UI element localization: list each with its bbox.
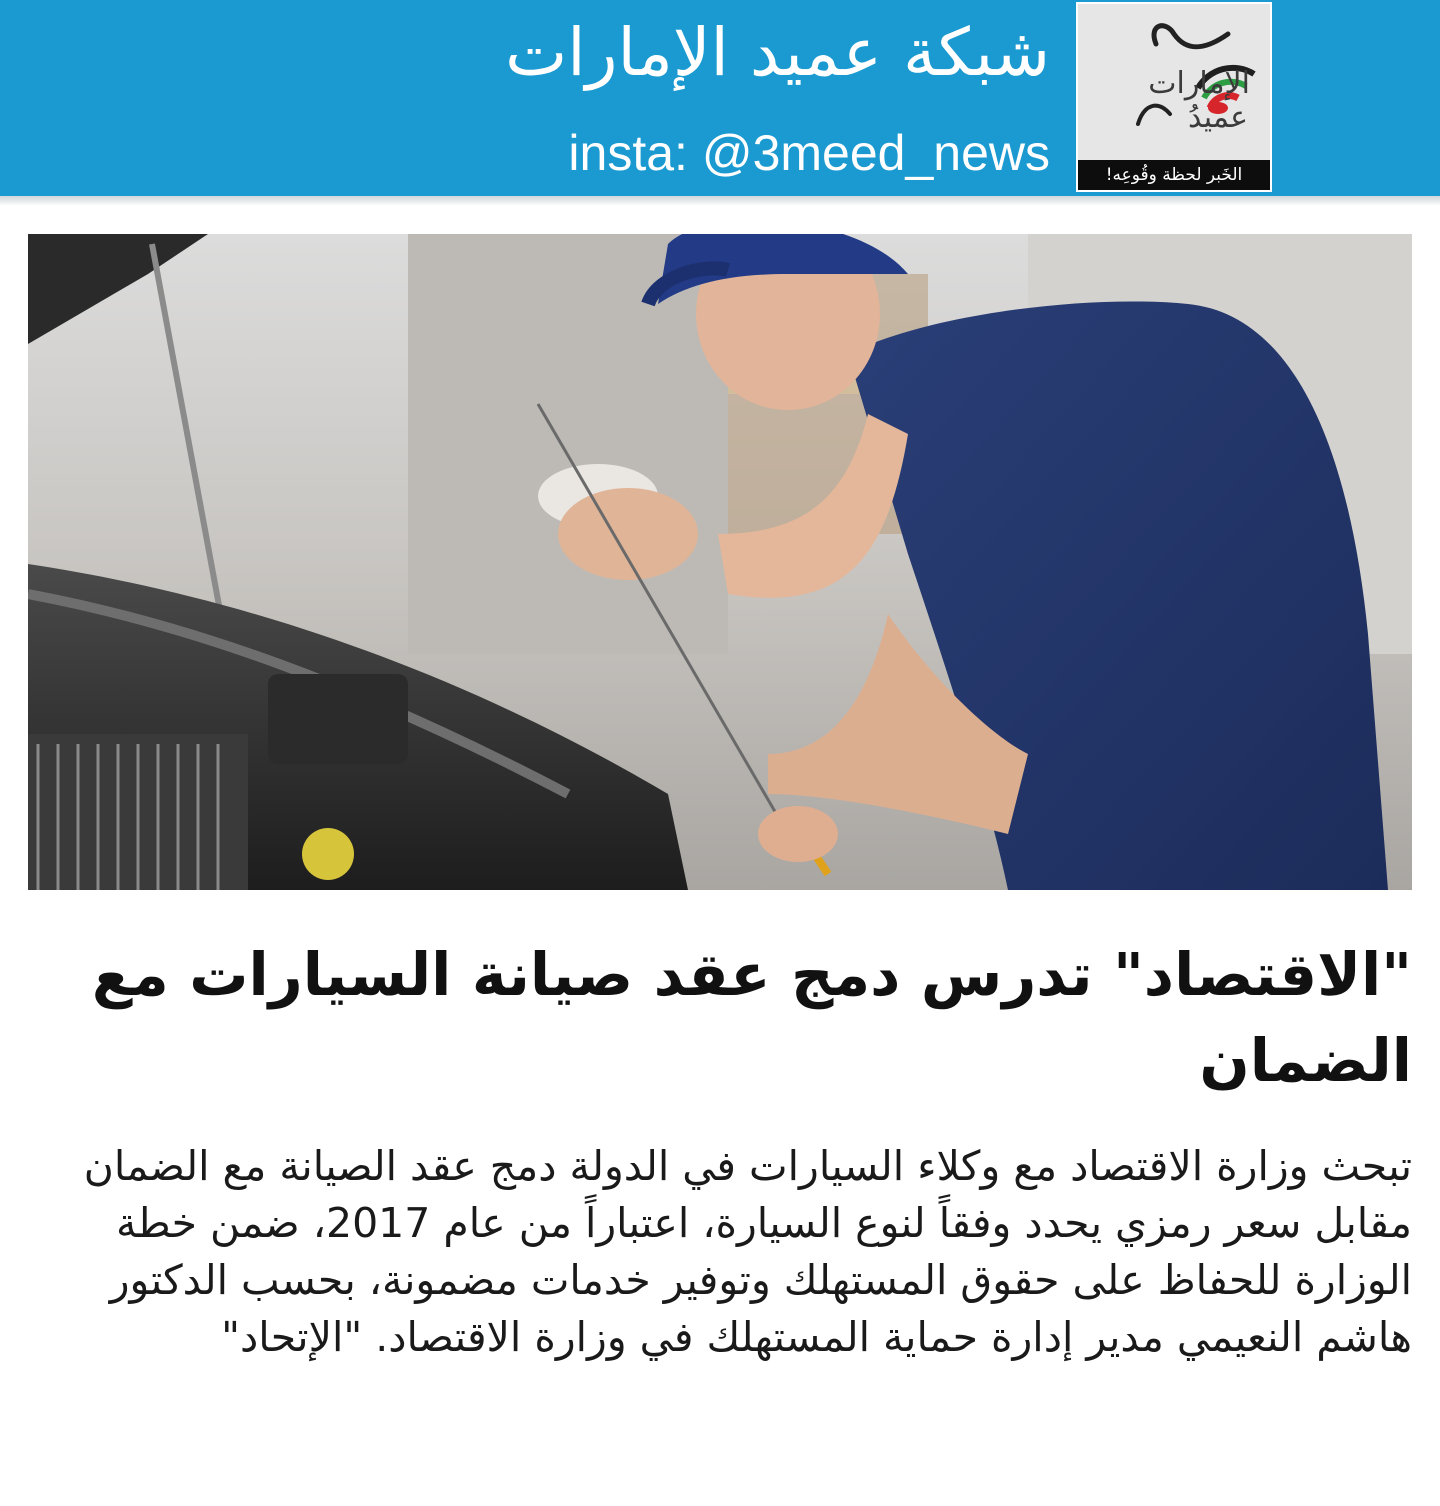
- instagram-handle[interactable]: insta: @3meed_news: [568, 125, 1050, 181]
- logo-word-emirates: الإمارات: [1148, 66, 1250, 101]
- article-image[interactable]: [28, 234, 1412, 890]
- header-shadow: [0, 196, 1440, 206]
- article-body: تبحث وزارة الاقتصاد مع وكلاء السيارات في الدولة دمج عقد الصيانة مع الضمان مقابل سعر رمزي يحدد وفقاً لنوع السيارة، اعتباراً من عام 2017، ضمن خطة الوزارة للحفاظ على حقوق المستهلك وتوفير خدمات مضمونة، بحسب الدكتور هاشم النعيمي مدير إدارة حماية المستهلك في وزارة الاقتصاد. "الإتحاد": [83, 1142, 1412, 1361]
- site-title: شبكة عميد الإمارات: [505, 14, 1050, 91]
- logo-word-ameed: عميدُ: [1187, 100, 1248, 135]
- article-headline[interactable]: "الاقتصاد" تدرس دمج عقد صيانة السيارات مع الضمان: [91, 940, 1412, 1095]
- header-bar: [0, 0, 1440, 196]
- site-logo[interactable]: [1076, 2, 1272, 192]
- mechanic-photo: [28, 234, 1412, 890]
- logo-tagline: الخَبر لحظة وقُوعِه!: [1078, 160, 1270, 190]
